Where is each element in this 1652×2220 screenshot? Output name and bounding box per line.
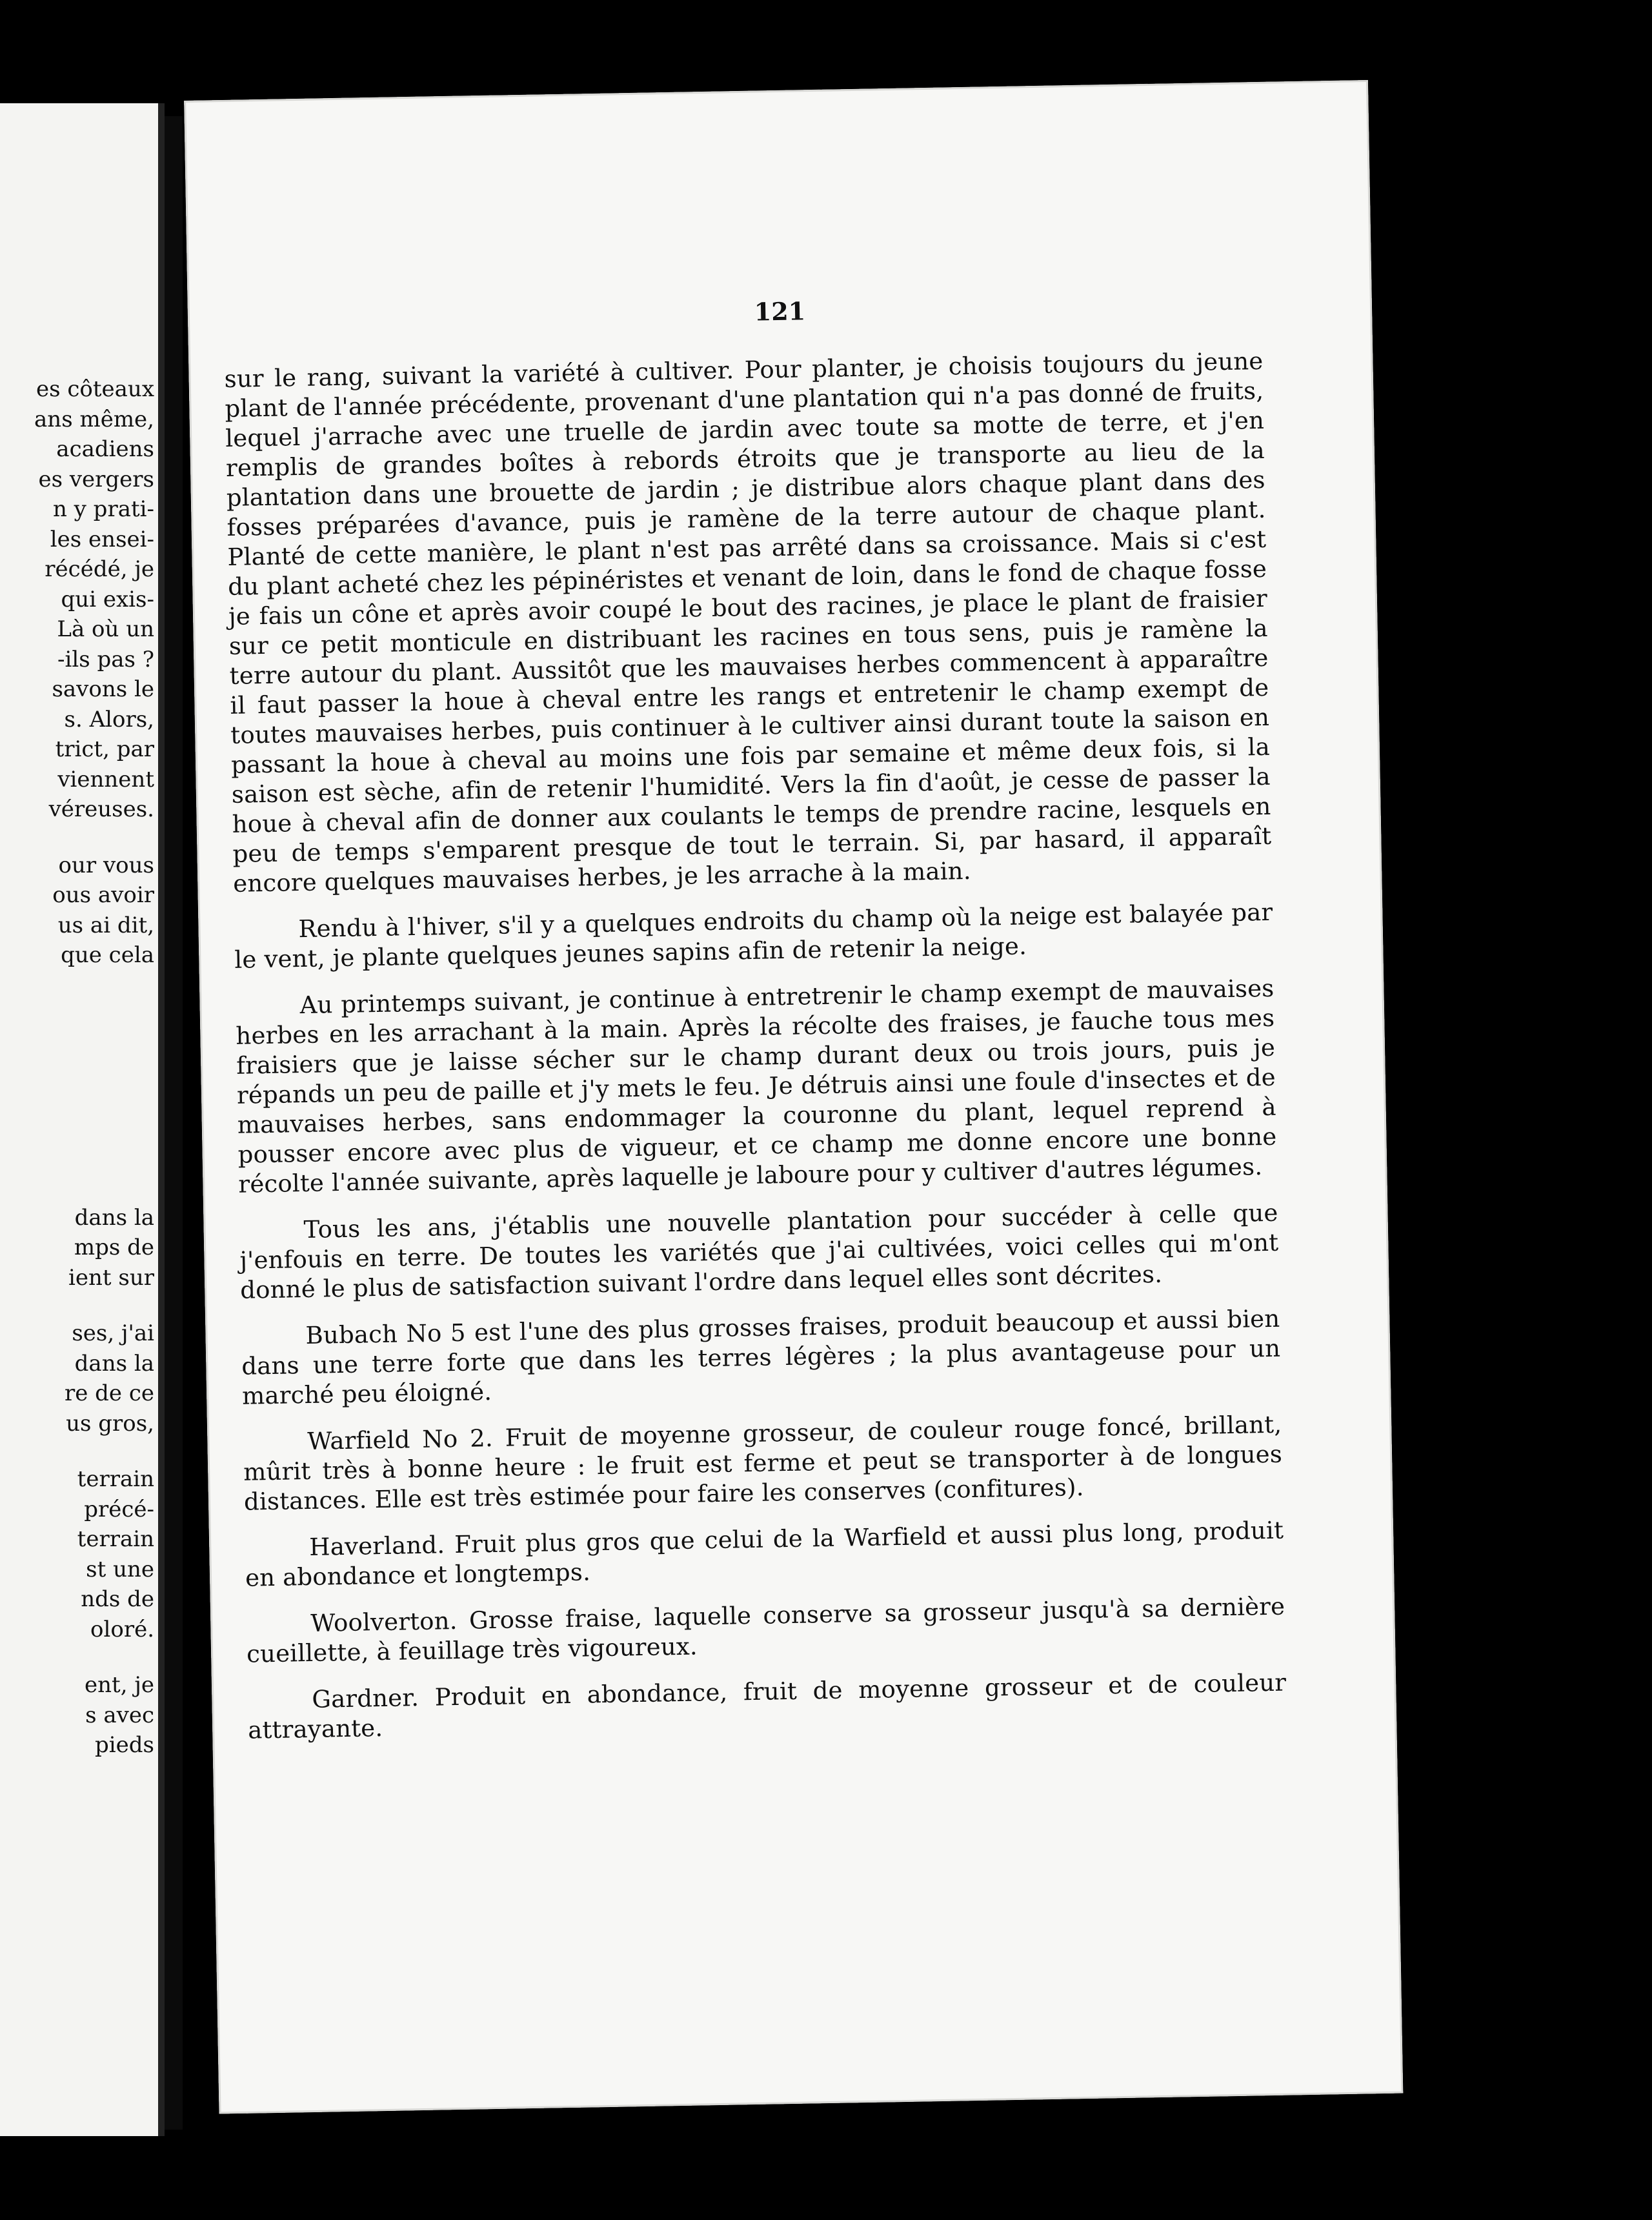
left-line: terrain	[77, 1526, 154, 1552]
left-line: ent, je	[85, 1672, 154, 1698]
page-body	[224, 347, 1287, 1762]
left-line: oloré.	[90, 1616, 154, 1642]
left-line: es côteaux	[35, 376, 154, 402]
paragraph: Tous les ans, j'établis une nouvelle plantation pour succéder à celle que j'enfouis en terre. De toutes les variétés que j'ai cultivées, voici celles qui m'ont donné le plus de satisfaction suivant l'ordre dans lequel elles sont décrites.	[239, 1198, 1279, 1304]
left-line: pieds	[95, 1732, 154, 1758]
left-line: Là où un	[57, 616, 154, 642]
left-line: ses, j'ai	[72, 1320, 154, 1346]
left-line: dans la	[74, 1204, 154, 1231]
left-line: que cela	[61, 942, 154, 968]
paragraph: Warfield No 2. Fruit de moyenne grosseur, de couleur rouge foncé, brillant, mûrit très à bonne heure : le fruit est ferme et peut se transporter à de longues distances. Elle est très estimée pour faire les conserves (confitures).	[243, 1410, 1283, 1516]
left-line: s avec	[85, 1702, 154, 1728]
left-line: mps de	[74, 1235, 154, 1260]
left-line: qui exis-	[61, 586, 154, 612]
left-page-text	[34, 374, 154, 1761]
left-line: terrain	[77, 1466, 154, 1492]
left-line: récédé, je	[45, 556, 154, 582]
main-page	[184, 80, 1403, 2114]
left-line: les ensei-	[50, 526, 154, 552]
left-line: es vergers	[38, 466, 154, 492]
left-line: -ils pas ?	[57, 646, 154, 672]
left-line: véreuses.	[48, 796, 154, 822]
left-line: trict, par	[55, 736, 154, 762]
page-number: 121	[754, 296, 806, 327]
paragraph: Haverland. Fruit plus gros que celui de la Warfield et aussi plus long, produit en abondance et longtemps.	[245, 1516, 1284, 1592]
paragraph: Gardner. Produit en abondance, fruit de moyenne grosseur et de couleur attrayante.	[247, 1668, 1287, 1744]
paragraph: Rendu à l'hiver, s'il y a quelques endroits du champ où la neige est balayée par le vent, je plante quelques jeunes sapins afin de retenir la neige.	[234, 898, 1273, 974]
left-line: acadiens	[56, 436, 154, 462]
left-page-fragment	[0, 103, 165, 2136]
left-line: précé-	[84, 1496, 154, 1522]
left-line: our vous	[58, 852, 154, 878]
left-line: st une	[86, 1556, 154, 1582]
left-line: ous avoir	[52, 882, 154, 908]
left-line: re de ce	[64, 1380, 154, 1406]
book-gutter	[165, 116, 183, 2130]
left-line: s. Alors,	[64, 706, 154, 732]
paragraph: Woolverton. Grosse fraise, laquelle conserve sa grosseur jusqu'à sa dernière cueillette, à feuillage très vigoureux.	[246, 1592, 1285, 1668]
paragraph: Bubach No 5 est l'une des plus grosses fraises, produit beaucoup et aussi bien dans une terre forte que dans les terres légères ; la plus avantageuse pour un marché peu éloigné.	[241, 1304, 1281, 1410]
paragraph: sur le rang, suivant la variété à cultiver. Pour planter, je choisis toujours du jeune plant de l'année précédente, provenant d'une plantation qui n'a pas donné de fruits, lequel j'arrache avec une truelle de jardin avec toute sa motte de terre, et j'en remplis de grandes boîtes à rebords étroits que je transporte au lieu de la plantation dans une brouette de jardin ; je distribue alors chaque plant dans des fosses préparées d'avance, puis je ramène de la terre autour de chaque plant. Planté de cette manière, le plant n'est pas arrêté dans sa croissance. Mais si c'est du plant acheté chez les pépinéristes et venant de loin, dans le fond de chaque fosse je fais un cône et après avoir coupé le bout des racines, je place le plant de fraisier sur ce petit monticule en distribuant les racines en tous sens, puis je ramène la terre autour du plant. Aussitôt que les mauvaises herbes commencent à apparaître il faut passer la houe à cheval entre les rangs et entretenir le champ exempt de toutes mauvaises herbes, puis continuer à le cultiver ainsi durant toute la saison en passant la houe à cheval au moins une fois par semaine et même deux fois, si la saison est sèche, afin de retenir l'humidité. Vers la fin d'août, je cesse de passer la houe à cheval afin de donner aux coulants le temps de prendre racine, lesquels en peu de temps s'emparent presque de tout le terrain. Si, par hasard, il apparaît encore quelques mauvaises herbes, je les arrache à la main.	[224, 347, 1272, 898]
left-line: n y prati-	[52, 496, 154, 522]
left-line: us gros,	[66, 1410, 154, 1437]
left-line: savons le	[52, 676, 154, 702]
left-line: ient sur	[68, 1264, 154, 1291]
left-line: us ai dit,	[57, 912, 154, 938]
paragraph: Au printemps suivant, je continue à entretrenir le champ exempt de mauvaises herbes en les arrachant à la main. Après la récolte des fraises, je fauche tous mes fraisiers que je laisse sécher sur le champ durant deux ou trois jours, puis je répands un peu de paille et j'y mets le feu. Je détruis ainsi une foule d'insectes et de mauvaises herbes, sans endommager la couronne du plant, lequel reprend à pousser encore avec plus de vigueur, et ce champ me donne encore une bonne récolte l'année suivante, après laquelle je laboure pour y cultiver d'autres légumes.	[236, 974, 1277, 1198]
left-line: nds de	[81, 1586, 154, 1612]
left-line: ans même,	[34, 406, 154, 432]
left-line: viennent	[57, 766, 154, 792]
left-line: dans la	[74, 1350, 154, 1377]
